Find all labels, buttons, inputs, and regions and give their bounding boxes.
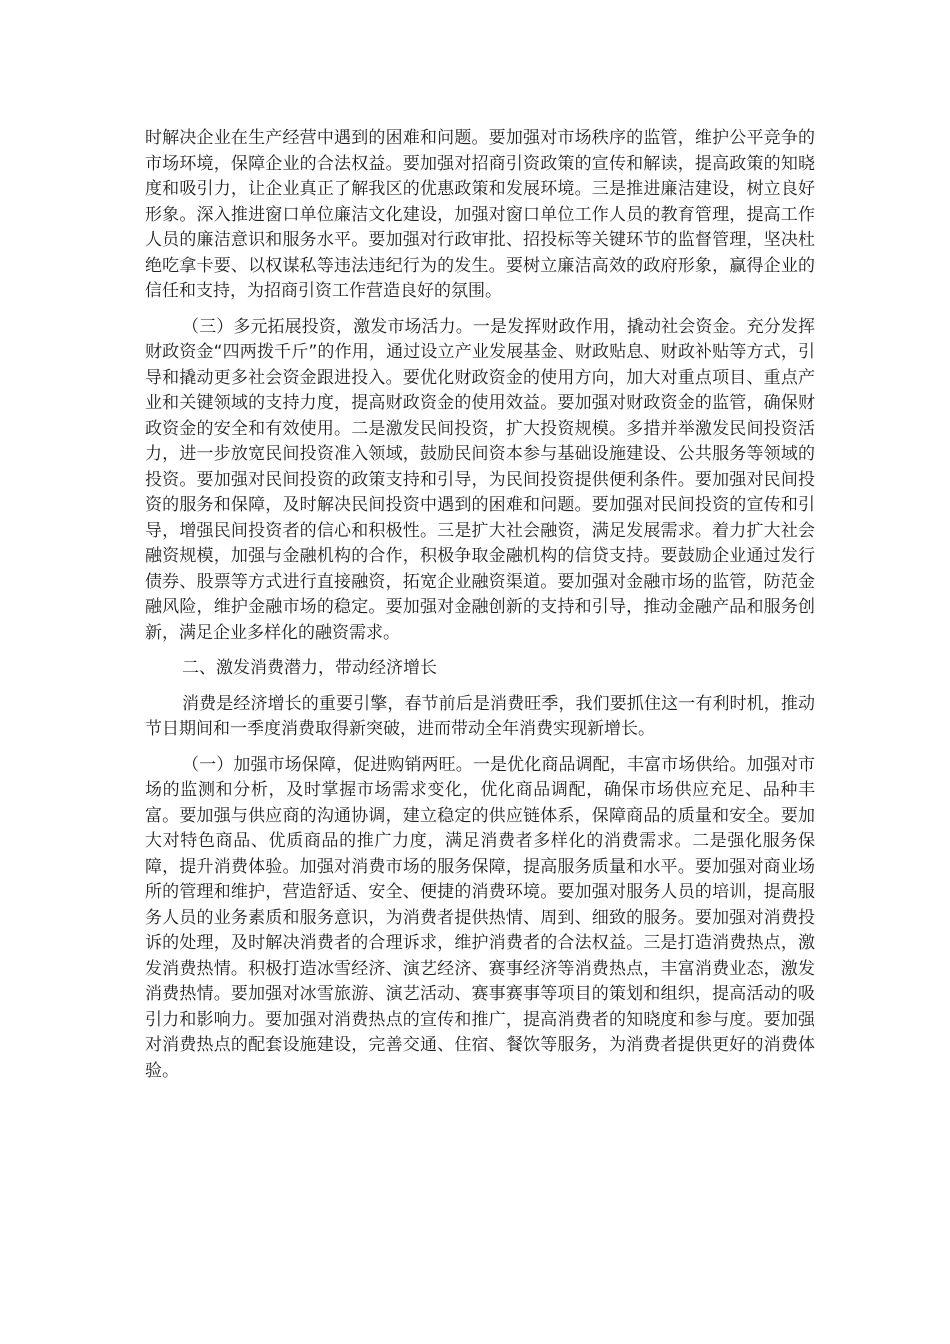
document-body [145,126,815,1094]
paragraph-continuation: 时解决企业在生产经营中遇到的困难和问题。要加强对市场秩序的监管，维护公平竞争的市场环境，保障企业的合法权益。要加强对招商引资政策的宣传和解读，提高政策的知晓度和吸引力，让企业真正了解我区的优惠政策和发展环境。三是推进廉洁建设，树立良好形象。深入推进窗口单位廉洁文化建设，加强对窗口单位工作人员的教育管理，提高工作人员的廉洁意识和服务水平。要加强对行政审批、招投标等关键环节的监督管理，坚决杜绝吃拿卡要、以权谋私等违法违纪行为的发生。要树立廉洁高效的政府形象，赢得企业的信任和支持，为招商引资工作营造良好的氛围。 [145,128,815,301]
paragraph-market-guarantee: （一）加强市场保障，促进购销两旺。一是优化商品调配，丰富市场供给。加强对市场的监测和分析，及时掌握市场需求变化，优化商品调配，确保市场供应充足、品种丰富。要加强与供应商的沟通协调，建立稳定的供应链体系，保障商品的质量和安全。要加大对特色商品、优质商品的推广力度，满足消费者多样化的消费需求。二是强化服务保障，提升消费体验。加强对消费市场的服务保障，提高服务质量和水平。要加强对商业场所的管理和维护，营造舒适、安全、便捷的消费环境。要加强对服务人员的培训，提高服务人员的业务素质和服务意识，为消费者提供热情、周到、细致的服务。要加强对消费投诉的处理，及时解决消费者的合理诉求，维护消费者的合法权益。三是打造消费热点，激发消费热情。积极打造冰雪经济、演艺经济、赛事经济等消费热点，丰富消费业态，激发消费热情。要加强对冰雪旅游、演艺活动、赛事赛事等项目的策划和组织，提高活动的吸引力和影响力。要加强对消费热点的宣传和推广，提高消费者的知晓度和参与度。要加强对消费热点的配套设施建设，完善交通、住宿、餐饮等服务，为消费者提供更好的消费体验。 [145,754,815,1081]
paragraph-consumption-intro: 消费是经济增长的重要引擎，春节前后是消费旺季，我们要抓住这一有利时机，推动节日期间和一季度消费取得新突破，进而带动全年消费实现新增长。 [145,693,815,739]
paragraph-investment: （三）多元拓展投资，激发市场活力。一是发挥财政作用，撬动社会资金。充分发挥财政资金“四两拨千斤”的作用，通过设立产业发展基金、财政贴息、财政补贴等方式，引导和撬动更多社会资金跟进投入。要优化财政资金的使用方向，加大对重点项目、重点产业和关键领域的支持力度，提高财政资金的使用效益。要加强对财政资金的监管，确保财政资金的安全和有效使用。二是激发民间投资，扩大投资规模。多措并举激发民间投资活力，进一步放宽民间投资准入领域，鼓励民间资本参与基础设施建设、公共服务等领域的投资。要加强对民间投资的政策支持和引导，为民间投资提供便利条件。要加强对民间投资的服务和保障，及时解决民间投资中遇到的困难和问题。要加强对民间投资的宣传和引导，增强民间投资者的信心和积极性。三是扩大社会融资，满足发展需求。着力扩大社会融资规模，加强与金融机构的合作，积极争取金融机构的信贷支持。要鼓励企业通过发行债券、股票等方式进行直接融资，拓宽企业融资渠道。要加强对金融市场的监管，防范金融风险，维护金融市场的稳定。要加强对金融创新的支持和引导，推动金融产品和服务创新，满足企业多样化的融资需求。 [145,316,815,643]
section-heading-consumption: 二、激发消费潜力，带动经济增长 [182,658,437,678]
